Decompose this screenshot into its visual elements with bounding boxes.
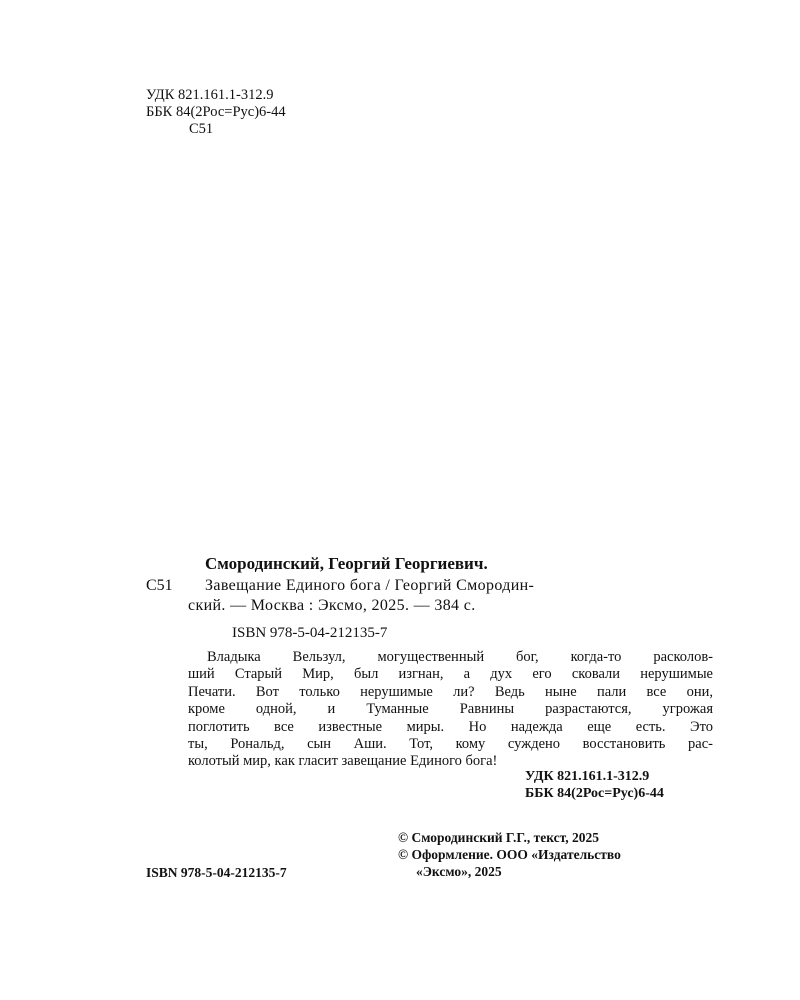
annotation-line: ты, Рональд, сын Аши. Тот, кому суждено восстановить рас-: [188, 736, 713, 753]
udk-code-top: УДК 821.161.1-312.9: [146, 87, 274, 103]
udk-code-card: УДК 821.161.1-312.9: [525, 769, 650, 784]
isbn-card: ISBN 978-5-04-212135-7: [232, 625, 388, 641]
author-code-card: С51: [146, 577, 173, 594]
annotation: [188, 649, 713, 771]
title-line-1: Завещание Единого бога / Георгий Смородин-: [205, 577, 535, 594]
annotation-line: Печати. Вот только нерушимые ли? Ведь ныне пали все они,: [188, 683, 713, 700]
copyright-text: © Смородинский Г.Г., текст, 2025: [398, 830, 599, 845]
copyright-design: © Оформление. ООО «Издательство: [398, 847, 621, 862]
annotation-line: ший Старый Мир, был изгнан, а дух его сковали нерушимые: [188, 666, 713, 683]
author-heading: Смородинский, Георгий Георгиевич.: [205, 554, 488, 573]
annotation-line: Владыка Вельзул, могущественный бог, когда-то расколов-: [207, 649, 713, 665]
bbk-code-card: ББК 84(2Рос=Рус)6-44: [525, 786, 664, 801]
annotation-line: поглотить все известные миры. Но надежда еще есть. Это: [188, 718, 713, 735]
isbn-bottom: ISBN 978-5-04-212135-7: [146, 865, 287, 880]
annotation-line: кроме одной, и Туманные Равнины разрастаются, угрожая: [188, 701, 713, 718]
copyright-design-cont: «Эксмо», 2025: [416, 864, 502, 879]
bbk-code-top: ББК 84(2Рос=Рус)6-44: [146, 104, 286, 120]
title-line-2: ский. — Москва : Эксмо, 2025. — 384 с.: [188, 597, 476, 614]
annotation-line: колотый мир, как гласит завещание Единого бога!: [188, 753, 498, 770]
author-code-top: С51: [189, 121, 214, 137]
